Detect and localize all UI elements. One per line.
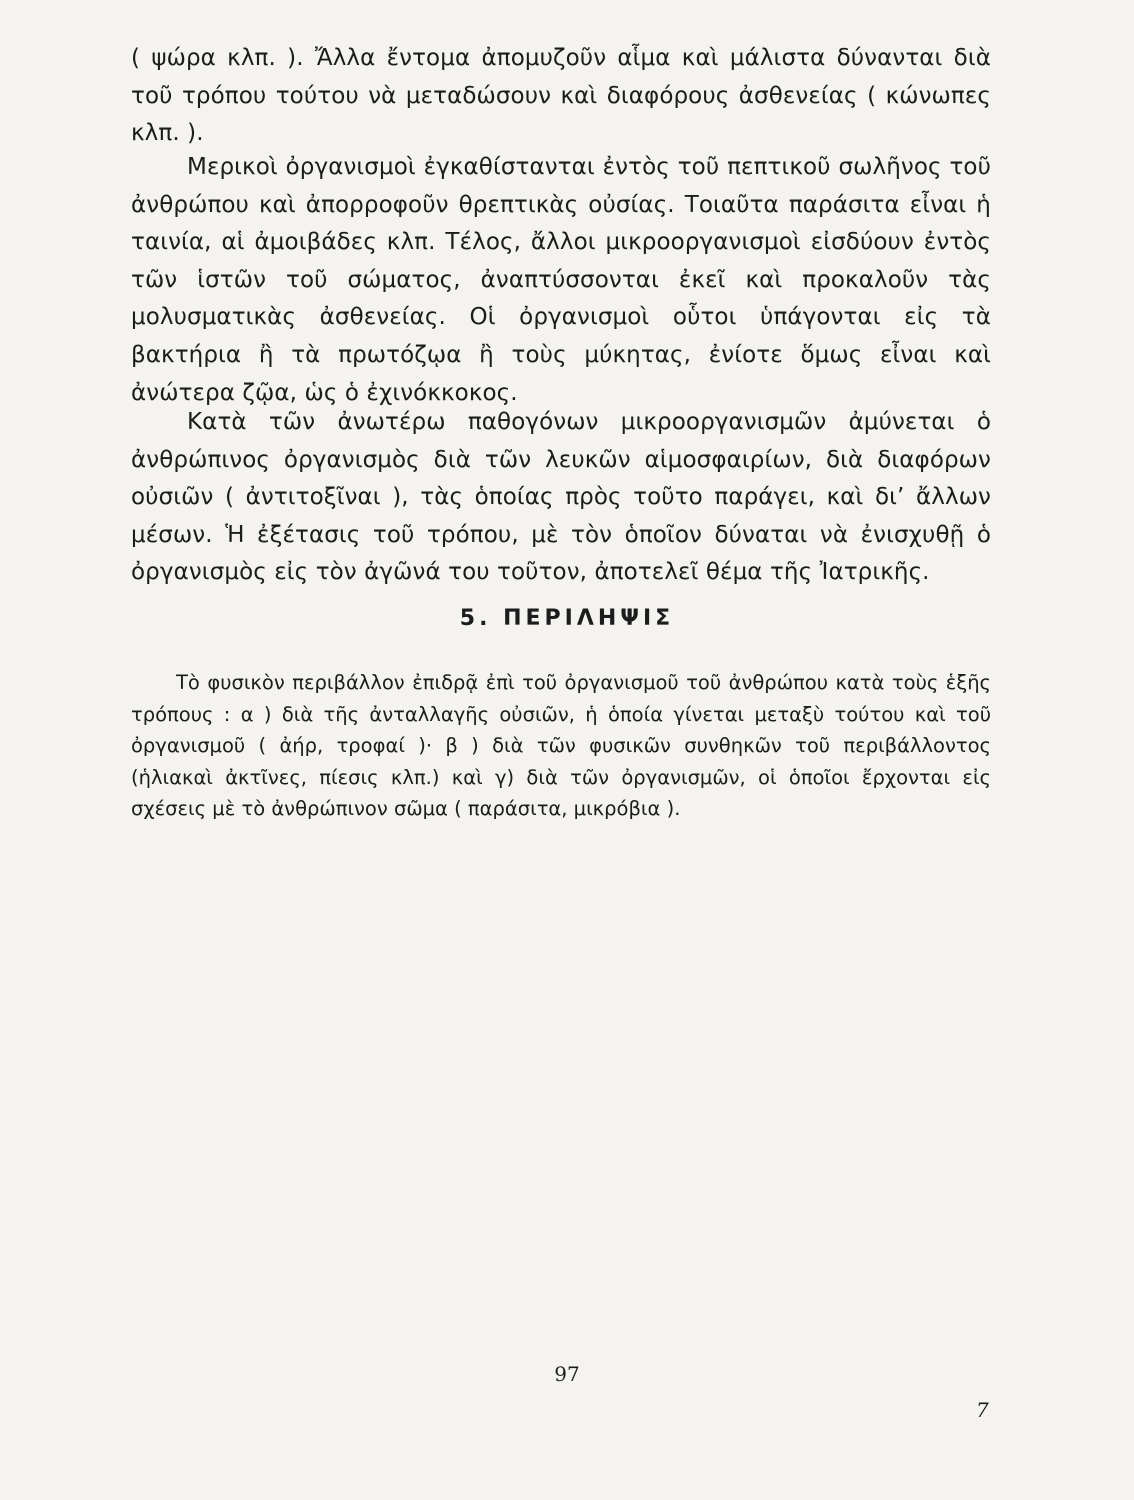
section-heading: 5. ΠΕΡΙΛΗΨΙΣ	[459, 606, 675, 631]
page-number: 97	[554, 1362, 580, 1386]
paragraph-defense: Κατὰ τῶν ἀνωτέρω παθογόνων μικροοργανισμῶν ἀμύνεται ὁ ἀνθρώπινος ὀργανισμὸς διὰ τῶν λευκῶν αἱμοσφαιρίων, διὰ διαφόρων οὐσιῶν ( ἀντιτοξῖναι ), τὰς ὁποίας πρὸς τοῦτο παράγει, καὶ δι’ ἄλλων μέσων. Ἡ ἐξέτασις τοῦ τρόπου, μὲ τὸν ὁποῖον δύναται νὰ ἐνισχυθῇ ὁ ὀργανισμὸς εἰς τὸν ἀγῶνά του τοῦτον, ἀποτελεῖ θέμα τῆς Ἰατρικῆς.	[131, 409, 991, 586]
paragraph-parasites: Μερικοὶ ὀργανισμοὶ ἐγκαθίστανται ἐντὸς τοῦ πεπτικοῦ σωλῆνος τοῦ ἀνθρώπου καὶ ἀπορροφοῦν θρεπτικὰς οὐσίας. Τοιαῦτα παράσιτα εἶναι ἡ ταινία, αἱ ἀμοιβάδες κλπ. Τέλος, ἄλλοι μικροοργανισμοὶ εἰσδύουν ἐντὸς τῶν ἱστῶν τοῦ σώματος, ἀναπτύσσονται ἐκεῖ καὶ προκαλοῦν τὰς μολυσματικὰς ἀσθενείας. Οἱ ὀργανισμοὶ οὗτοι ὑπάγονται εἰς τὰ βακτήρια ἢ τὰ πρωτόζῳα ἢ τοὺς μύκητας, ἐνίοτε ὅμως εἶναι καὶ ἀνώτερα ζῷα, ὡς ὁ ἐχινόκκοκος.	[131, 154, 991, 406]
signature-mark: 7	[976, 1398, 989, 1422]
summary-paragraph: Τὸ φυσικὸν περιβάλλον ἐπιδρᾷ ἐπὶ τοῦ ὀργανισμοῦ τοῦ ἀνθρώπου κατὰ τοὺς ἑξῆς τρόπους : α ) διὰ τῆς ἀνταλλαγῆς οὐσιῶν, ἡ ὁποία γίνεται μεταξὺ τούτου καὶ τοῦ ὀργανισμοῦ ( ἀήρ, τροφαί )· β ) διὰ τῶν φυσικῶν συνθηκῶν τοῦ περιβάλλοντος (ἡλιακαὶ ἀκτῖνες, πίεσις κλπ.) καὶ γ) διὰ τῶν ὀργανισμῶν, οἱ ὁποῖοι ἔρχονται εἰς σχέσεις μὲ τὸ ἀνθρώπινον σῶμα ( παράσιτα, μικρόβια ).	[131, 671, 991, 821]
paragraph-continuation: ( ψώρα κλπ. ). Ἄλλα ἔντομα ἀπομυζοῦν αἷμα καὶ μάλιστα δύνανται διὰ τοῦ τρόπου τούτου νὰ μεταδώσουν καὶ διαφόρους ἀσθενείας ( κώνωπες κλπ. ).	[131, 45, 991, 147]
